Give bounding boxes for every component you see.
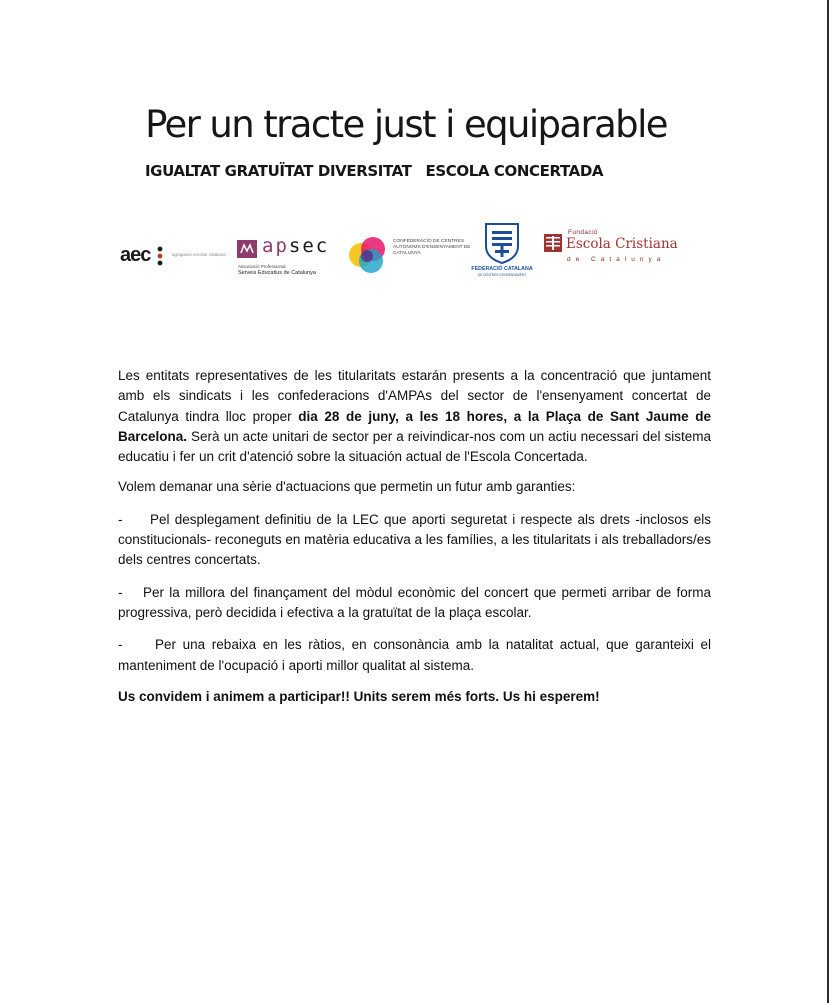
intro-paragraph: [118, 366, 711, 467]
demand-text: Per una rebaixa en les ràtios, en consonància amb la natalitat actual, que garanteixi el manteniment de l'ocupació i aporti millor qualitat al sistema.: [118, 637, 711, 673]
apsec-name-light: ap: [262, 235, 289, 257]
demands-intro: Volem demanar una sèrie d'actuacions que permetin un futur amb garanties:: [118, 479, 576, 495]
demand-item: [118, 583, 711, 624]
aec-logo: [120, 240, 232, 272]
bullet-dash: -: [118, 637, 123, 653]
confederacio-text: CONFEDERACIÓ DE CENTRES AUTÒNOMS D'ENSENYAMENT DE CATALUNYA: [393, 239, 471, 257]
fundacio-region: de Catalunya: [567, 256, 666, 263]
subtitle-school: ESCOLA CONCERTADA: [425, 162, 604, 180]
aec-tagline: agrupació escolar catalana: [172, 252, 226, 257]
demand-item: [118, 635, 711, 676]
fcecc-logo: [466, 222, 538, 282]
fundacio-label: Fundació: [568, 229, 598, 236]
fundacio-escola-cristiana-logo: [544, 229, 680, 269]
confederacio-emblem-icon: [347, 235, 387, 275]
subtitle-values: IGUALTAT GRATUÏTAT DIVERSITAT: [145, 162, 412, 180]
apsec-emblem-icon: [237, 240, 257, 258]
page-title: Per un tracte just i equiparable: [145, 103, 667, 146]
demand-item: [118, 510, 711, 571]
aec-logo-mark: aec: [120, 244, 151, 266]
demand-text: Per la millora del finançament del mòdul econòmic del concert que permeti arribar de forma progressiva, però decidida i efectiva a la gratuïtat de la plaça escolar.: [118, 584, 711, 620]
page-subtitle: [145, 162, 705, 180]
apsec-line1: Associació Professional: [238, 264, 286, 269]
apsec-logo: [237, 237, 337, 281]
apsec-line2: Serveis Educatius de Catalunya: [238, 270, 316, 276]
confederacio-logo: [347, 235, 471, 275]
fcecc-sub: DE CENTRES D'ENSENYAMENT: [477, 273, 527, 277]
bullet-dash: -: [118, 511, 123, 527]
closing-call-to-action: Us convidem i animem a participar!! Units serem més forts. Us hi esperem!: [118, 688, 600, 704]
fcecc-emblem-icon: [483, 222, 521, 264]
intro-event-details: dia 28 de juny, a les 18 hores, a la Plaça de Sant Jaume de Barcelona.: [118, 408, 711, 444]
document-body: [118, 366, 711, 707]
apsec-name-dark: sec: [288, 235, 330, 257]
fundacio-name: Escola Cristiana: [566, 236, 678, 252]
intro-text-start: Les entitats representatives de les titularitats estarán presents a la concentració que juntament amb els sindicats i les confederacions d'AMPAs del sector de l'ensenyament concertat de Catalunya tindra lloc proper: [118, 368, 711, 424]
bullet-dash: -: [118, 584, 123, 600]
aec-dots-icon: [156, 246, 164, 270]
fcecc-name: FEDERACIÓ CATALANA: [471, 266, 533, 272]
demand-text: Pel desplegament definitiu de la LEC que aporti seguretat i respecte als drets -inclosos els constitucionals- reconeguts en matèria educativa a les famílies, a les titularitats i als treballadors/es dels centres concertats.: [118, 511, 711, 568]
apsec-name: [262, 235, 329, 257]
intro-text-end: Serà un acte unitari de sector per a reivindicar-nos com un actiu necessari del sistema educatiu i fer un crit d'atenció sobre la situación actual de l'Escola Concertada.: [118, 428, 711, 465]
fundacio-emblem-icon: [544, 234, 562, 252]
